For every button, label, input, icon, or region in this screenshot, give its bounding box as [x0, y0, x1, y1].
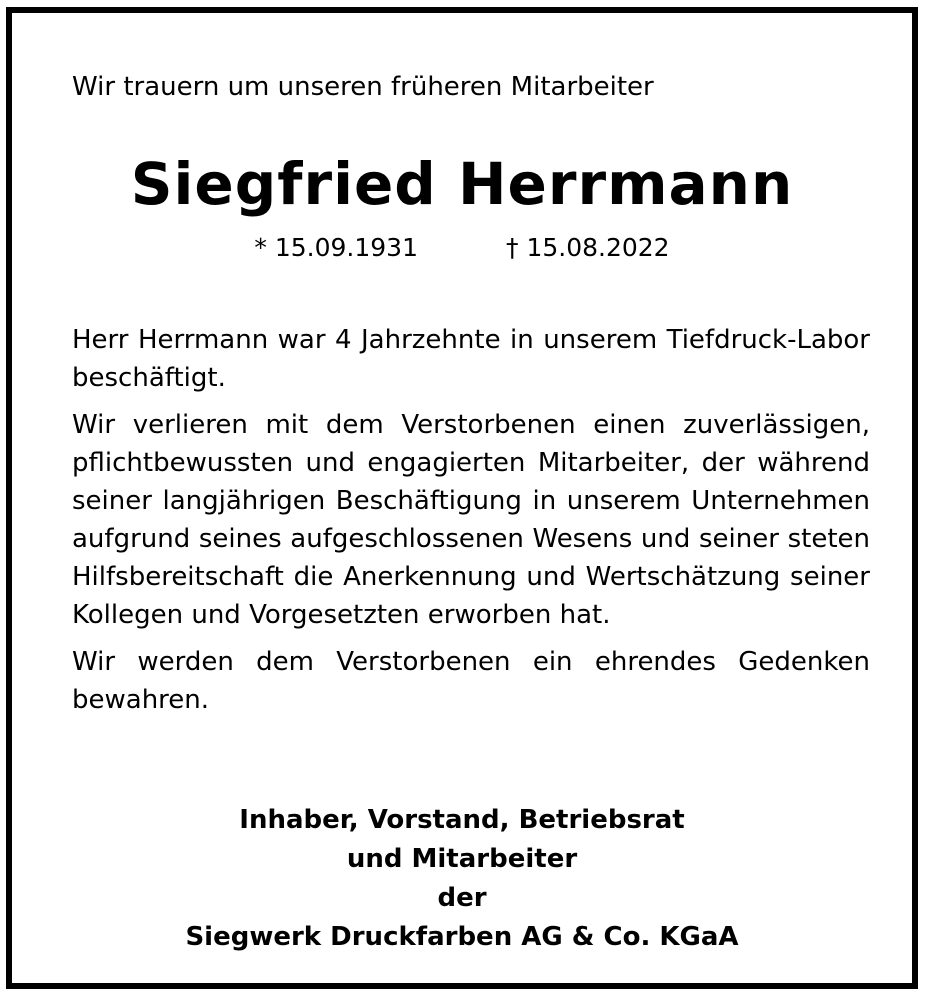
signature-line: und Mitarbeiter [346, 844, 578, 874]
body-paragraph-remembrance: Wir werden dem Verstorbenen ein ehrendes Gedenken bewahren. [72, 647, 870, 715]
signature-line: Inhaber, Vorstand, Betriebsrat [239, 805, 685, 835]
body-paragraph-tribute: Wir verlieren mit dem Verstorbenen einen zuverlässigen, pflichtbewussten und engagierten Mitarbeiter, der während seiner langjährigen Beschäftigung in unserem Unternehmen aufgrund seines aufgeschlossenen Wesens und seiner steten Hilfsbereitschaft die Anerkennung und Wertschätzung seiner Kollegen und Vorgesetzten erworben hat. [72, 410, 870, 630]
death-date: † 15.08.2022 [506, 233, 670, 262]
signature-block [12, 801, 912, 957]
signature-line: der [437, 883, 487, 913]
life-dates [12, 231, 912, 265]
intro-line: Wir trauern um unseren früheren Mitarbeiter [72, 72, 654, 102]
signature-company: Siegwerk Druckfarben AG & Co. KGaA [185, 922, 739, 952]
obituary-frame [6, 7, 918, 989]
body-paragraph-employment: Herr Herrmann war 4 Jahrzehnte in unserem Tiefdruck-Labor beschäftigt. [72, 325, 870, 393]
deceased-name: Siegfried Herrmann [130, 150, 794, 218]
obituary-body [72, 321, 870, 728]
birth-date: * 15.09.1931 [254, 233, 418, 262]
